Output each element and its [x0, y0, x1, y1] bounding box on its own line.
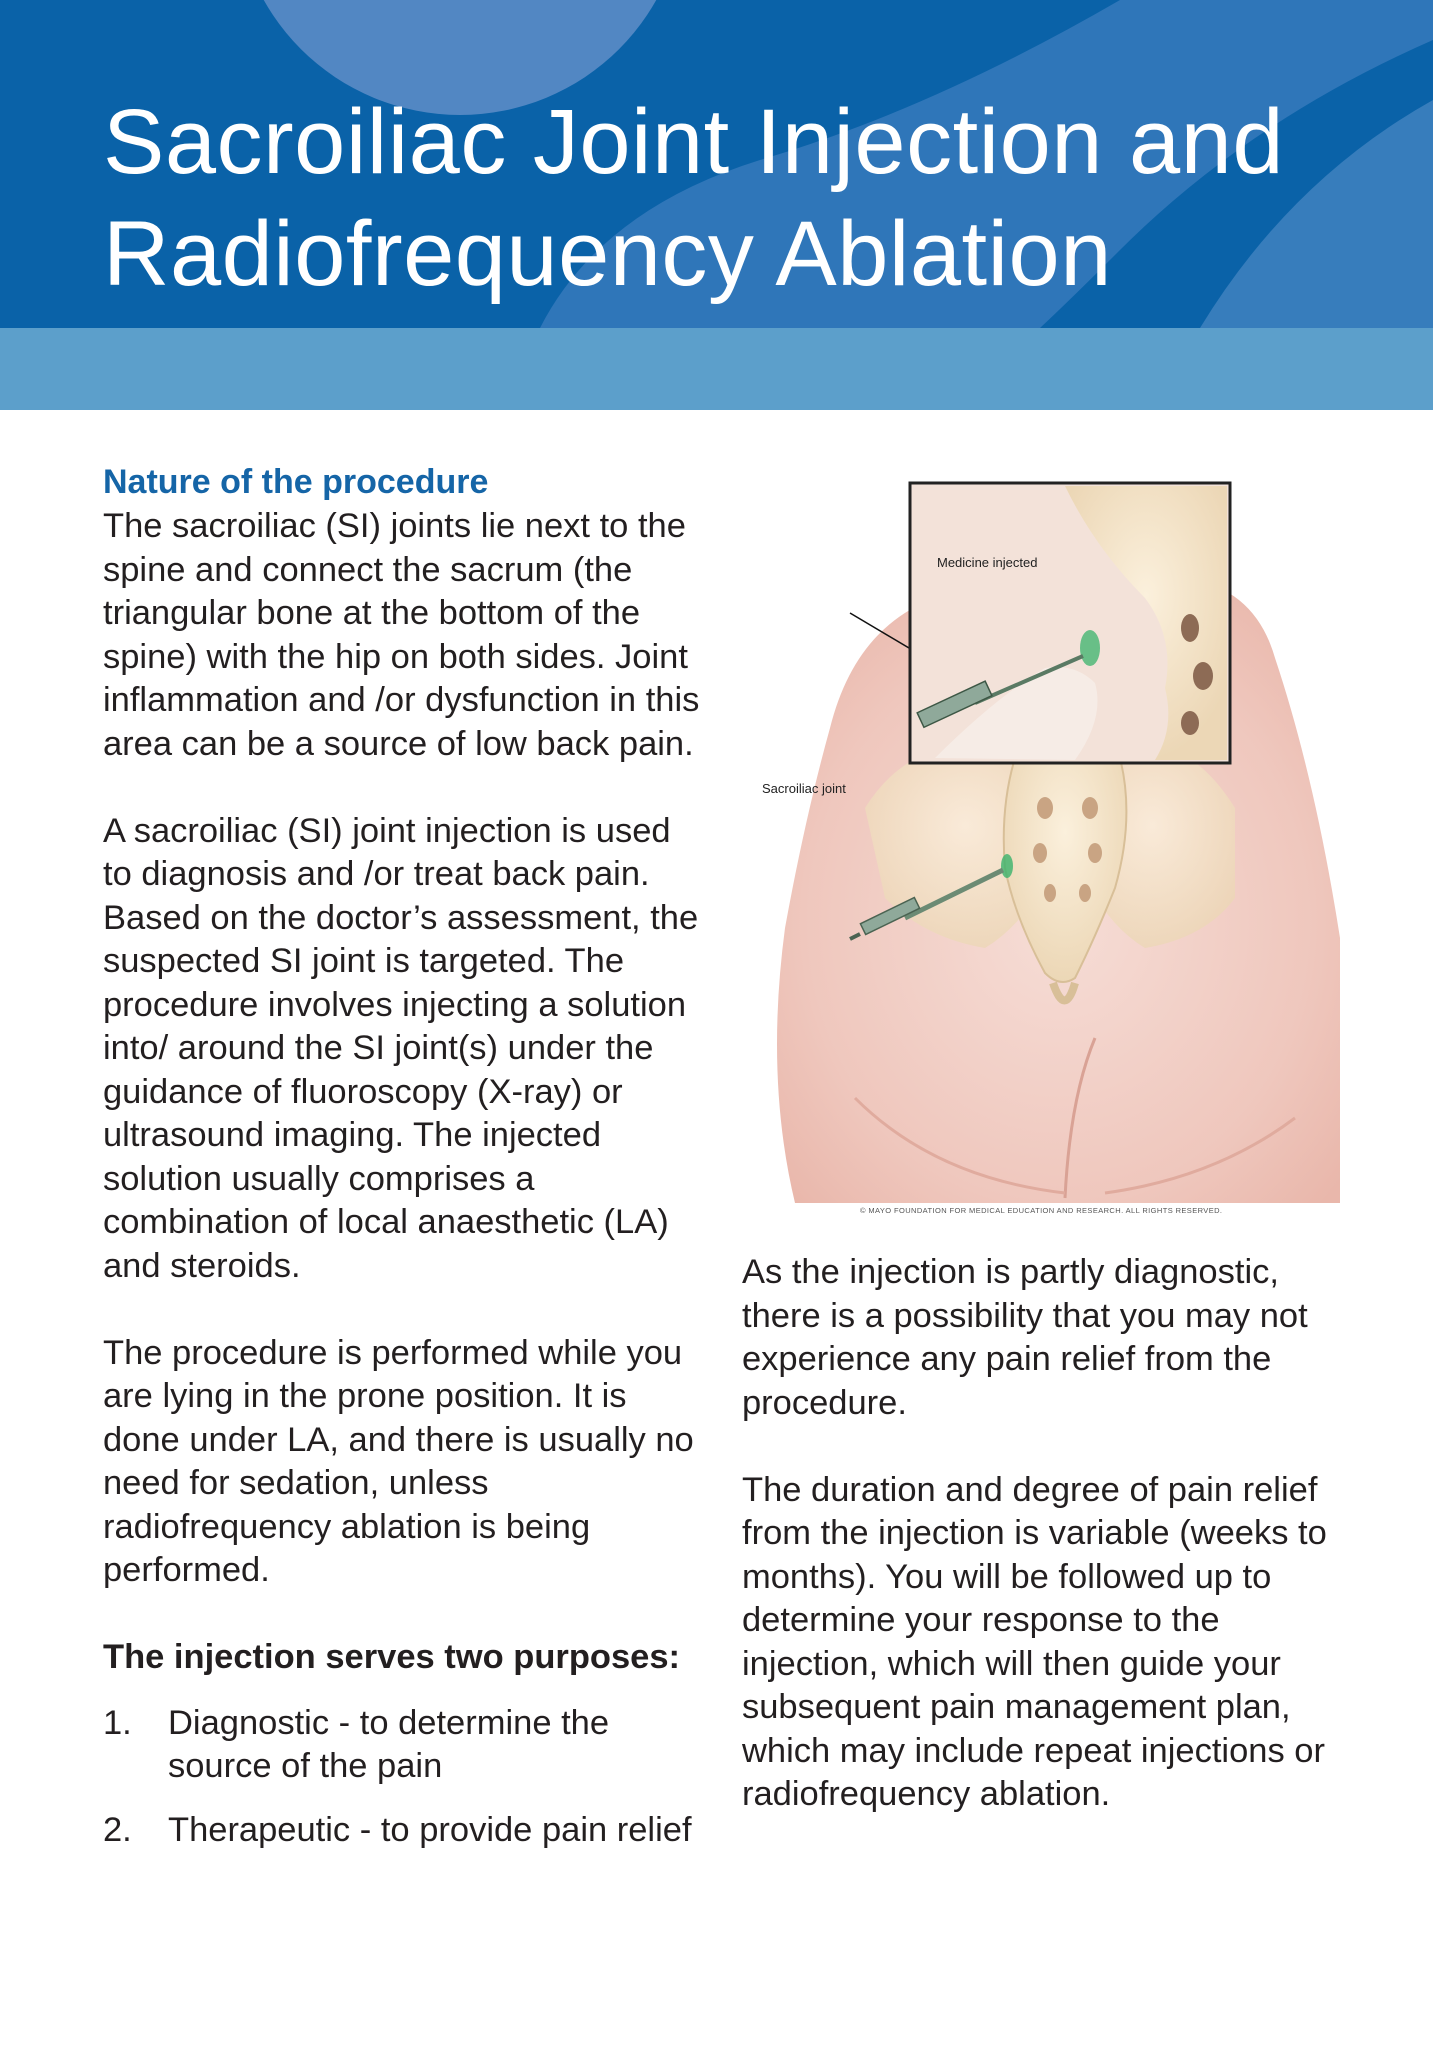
list-number: 1.	[103, 1703, 132, 1742]
illustration-graphic	[735, 478, 1340, 1223]
paragraph-procedure: The procedure is performed while you are lying in the prone position. It is done under LA, and there is usually no need for sedation, unless radiofrequency ablation is being performed.	[103, 1333, 694, 1589]
left-column	[103, 460, 703, 1872]
list-item	[103, 1702, 703, 1789]
header-stripe	[0, 328, 1433, 410]
list-text: Diagnostic - to determine the source of the pain	[168, 1703, 610, 1785]
label-medicine-injected: Medicine injected	[937, 555, 1038, 570]
title-line-1: Sacroiliac Joint Injection and	[103, 91, 1284, 193]
sacroiliac-illustration	[735, 478, 1340, 1223]
right-column	[742, 1251, 1362, 1860]
purposes-heading: The injection serves two purposes:	[103, 1638, 681, 1676]
list-item	[103, 1809, 703, 1853]
list-text: Therapeutic - to provide pain relief	[168, 1810, 692, 1849]
title-line-2: Radiofrequency Ablation	[103, 203, 1112, 305]
paragraph-injection: A sacroiliac (SI) joint injection is used to diagnosis and /or treat back pain. Based on the doctor’s assessment, the suspected SI joint is targeted. The procedure involves injecting a solution into/ around the SI joint(s) under the guidance of fluoroscopy (X-ray) or ultrasound imaging. The injected solution usually comprises a combination of local anaesthetic (LA) and steroids.	[103, 811, 699, 1285]
page-title	[103, 86, 1284, 310]
section-heading: Nature of the procedure	[103, 463, 489, 501]
label-sacroiliac-joint: Sacroiliac joint	[762, 781, 846, 796]
header-banner	[0, 0, 1433, 328]
list-number: 2.	[103, 1810, 132, 1849]
paragraph-diagnostic: As the injection is partly diagnostic, there is a possibility that you may not experience any pain relief from the procedure.	[742, 1253, 1308, 1422]
paragraph-duration: The duration and degree of pain relief from the injection is variable (weeks to months). You will be followed up to determine your response to the injection, which will then guide your subsequent pain management plan, which may include repeat injections or radiofrequency ablation.	[742, 1470, 1327, 1813]
purposes-list	[103, 1702, 703, 1853]
image-credit: © MAYO FOUNDATION FOR MEDICAL EDUCATION AND RESEARCH. ALL RIGHTS RESERVED.	[860, 1206, 1223, 1215]
paragraph-si-joints: The sacroiliac (SI) joints lie next to the spine and connect the sacrum (the triangular bone at the bottom of the spine) with the hip on both sides. Joint inflammation and /or dysfunction in this area can be a source of low back pain.	[103, 507, 700, 763]
